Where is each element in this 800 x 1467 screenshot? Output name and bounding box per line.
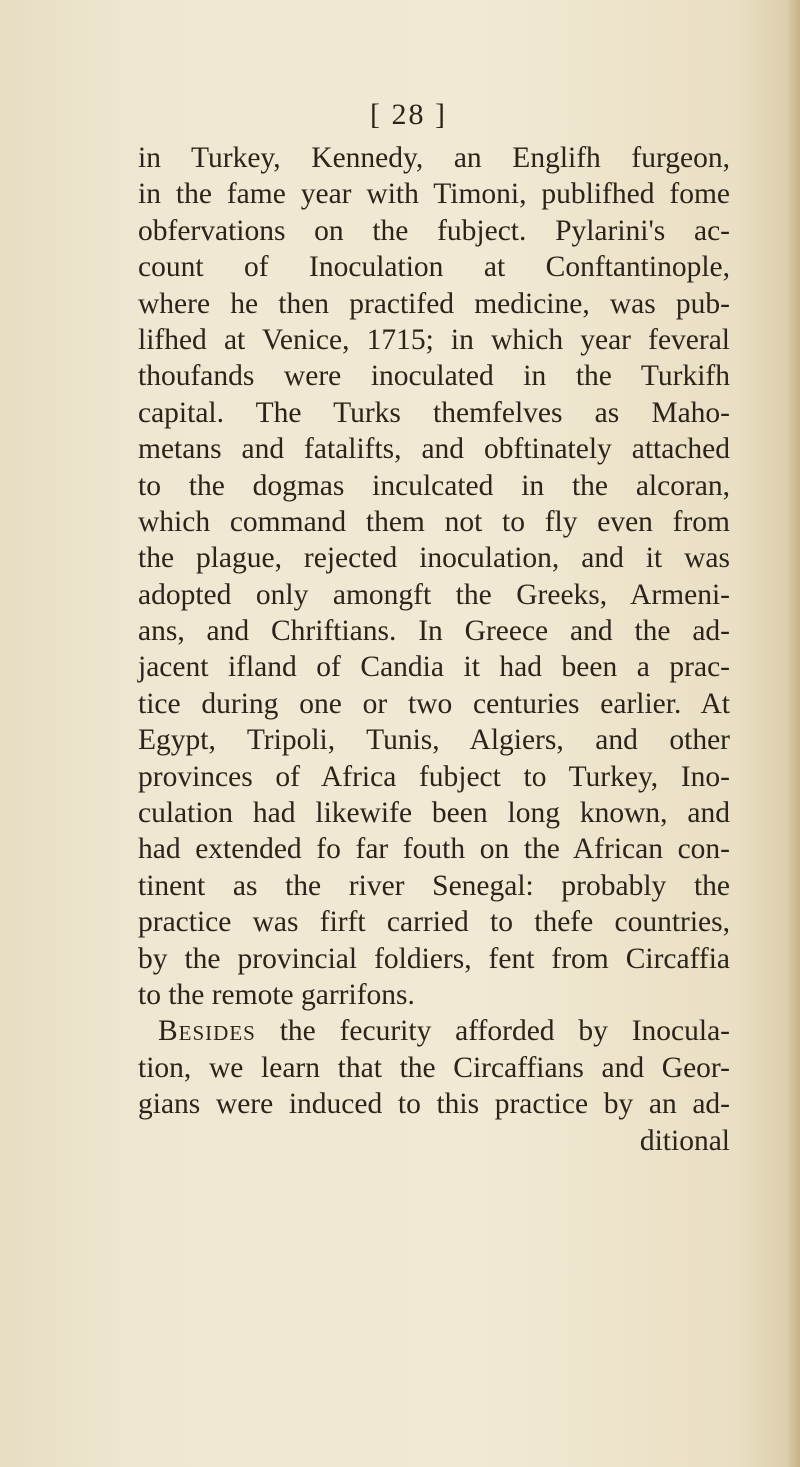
text-line: tion, we learn that the Circaffians and Geor- bbox=[138, 1051, 730, 1084]
text-line: count of Inoculation at Conftantinople, bbox=[138, 251, 730, 284]
text-line: metans and fatalifts, and obftinately attached bbox=[138, 433, 730, 466]
text-line: in Turkey, Kennedy, an Englifh furgeon, bbox=[138, 142, 730, 174]
page-edge-shadow bbox=[786, 0, 800, 1467]
text-line: to the remote garrifons. bbox=[138, 978, 415, 1011]
page-number: [ 28 ] bbox=[370, 98, 447, 131]
text-line: in the fame year with Timoni, publifhed fome bbox=[138, 178, 730, 211]
text-line: Egypt, Tripoli, Tunis, Algiers, and other bbox=[138, 724, 730, 757]
text-line: ans, and Chriftians. In Greece and the ad- bbox=[138, 615, 730, 648]
text-line: tinent as the river Senegal: probably the bbox=[138, 869, 730, 902]
paragraph-start-line bbox=[138, 1013, 730, 1049]
text-line: adopted only amongft the Greeks, Armeni- bbox=[138, 578, 730, 611]
text-line: by the provincial foldiers, fent from Circaffia bbox=[138, 942, 730, 975]
text-line: provinces of Africa fubject to Turkey, Ino- bbox=[138, 760, 730, 793]
text-line: thoufands were inoculated in the Turkifh bbox=[138, 360, 730, 393]
text-line: gians were induced to this practice by an ad- bbox=[138, 1088, 730, 1121]
text-line: practice was firft carried to thefe countries, bbox=[138, 906, 730, 939]
body-text bbox=[138, 140, 730, 1159]
text-line-rest: the fecurity afforded by Inocula- bbox=[255, 1015, 730, 1048]
text-line: to the dogmas inculcated in the alcoran, bbox=[138, 469, 730, 502]
text-line: which command them not to fly even from bbox=[138, 505, 730, 538]
text-line: culation had likewife been long known, and bbox=[138, 797, 730, 830]
text-line: jacent ifland of Candia it had been a prac- bbox=[138, 651, 730, 684]
text-line: capital. The Turks themfelves as Maho- bbox=[138, 396, 730, 429]
text-line: where he then practifed medicine, was pub- bbox=[138, 287, 730, 320]
text-line: lifhed at Venice, 1715; in which year feveral bbox=[138, 323, 730, 356]
text-line: obfervations on the fubject. Pylarini's ac- bbox=[138, 214, 730, 247]
text-line: the plague, rejected inoculation, and it was bbox=[138, 542, 730, 575]
paragraph-lead-word: Besides bbox=[158, 1015, 256, 1048]
text-line: tice during one or two centuries earlier. At bbox=[138, 687, 730, 720]
catchword: ditional bbox=[639, 1124, 730, 1157]
text-line: had extended fo far fouth on the African con- bbox=[138, 833, 730, 866]
